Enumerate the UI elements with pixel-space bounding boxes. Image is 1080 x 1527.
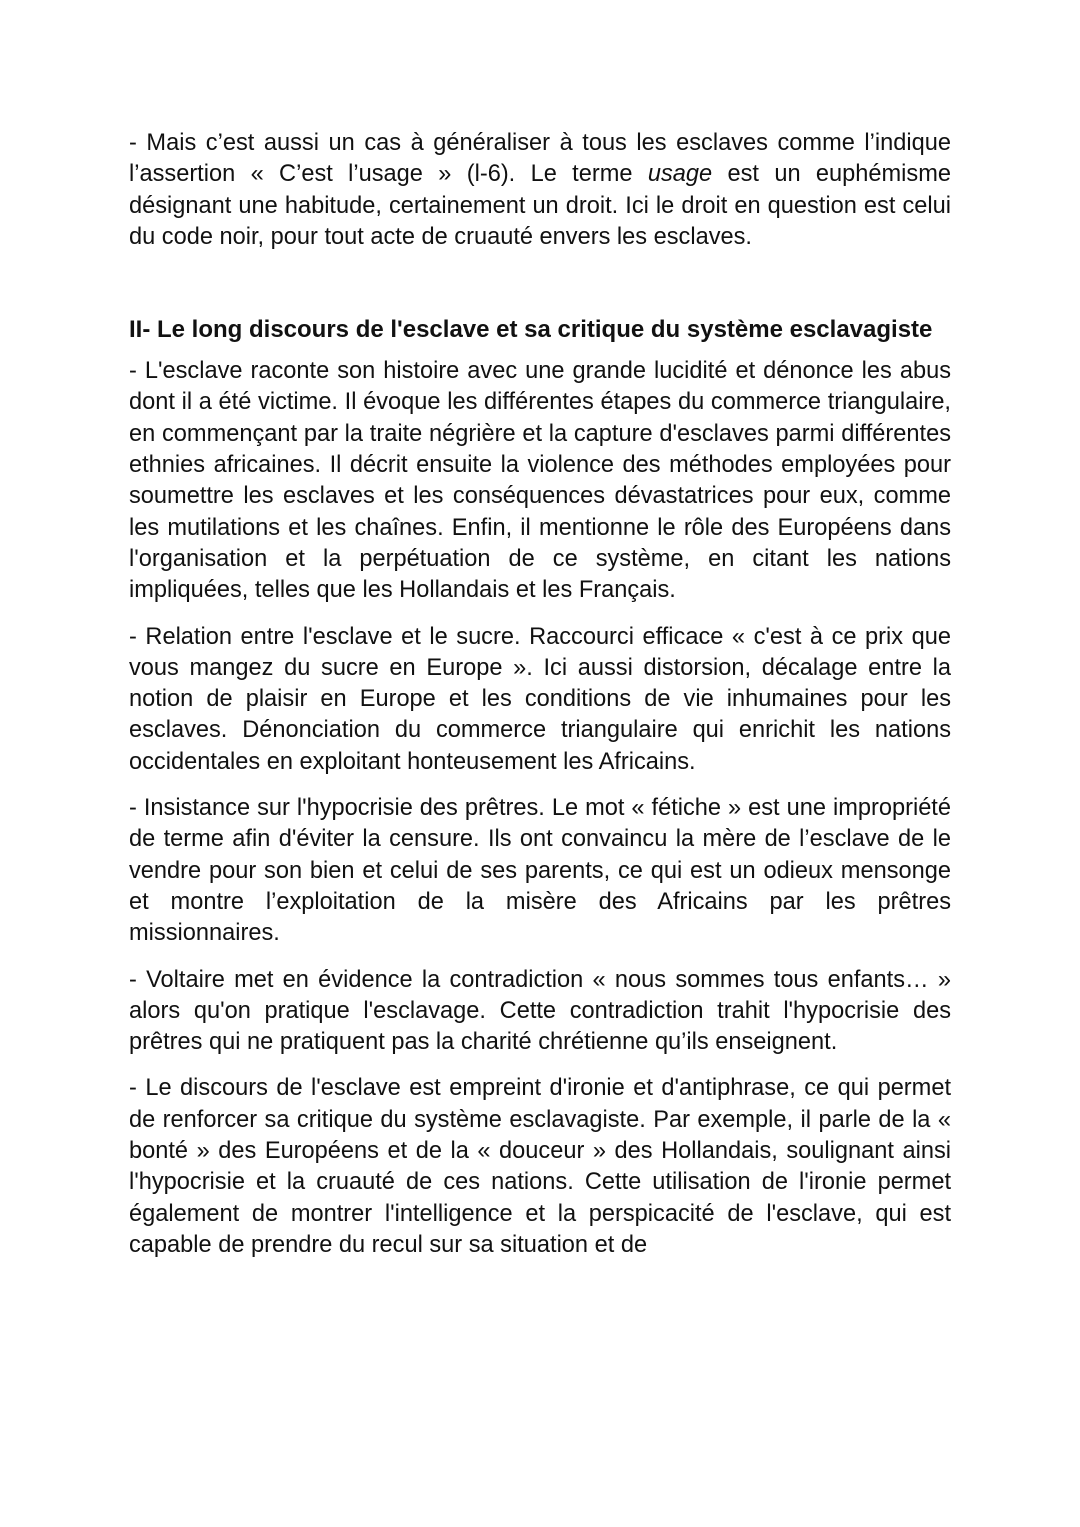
intro-paragraph [129, 128, 951, 253]
paragraph-irony: - Le discours de l'esclave est empreint d'ironie et d'antiphrase, ce qui permet de renforcer sa critique du système esclavagiste. Par exemple, il parle de la « bonté » des Européens et de la « douceur » des Hollandais, soulignant ainsi l'hypocrisie et la cruauté de ces nations. Cette utilisation de l'ironie permet également de montrer l'intelligence et la perspicacité de l'esclave, qui est capable de prendre du recul sur sa situation et de [129, 1075, 951, 1258]
paragraph-sugar: - Relation entre l'esclave et le sucre. Raccourci efficace « c'est à ce prix que vous mangez du sucre en Europe ». Ici aussi distorsion, décalage entre la notion de plaisir en Europe et les conditions de vie inhumaines pour les esclaves. Dénonciation du commerce triangulaire qui enrichit les nations occidentales en exploitant honteusement les Africains. [129, 623, 951, 775]
paragraph-contradiction: - Voltaire met en évidence la contradiction « nous sommes tous enfants… » alors qu'on pratique l'esclavage. Cette contradiction trahit l'hypocrisie des prêtres qui ne pratiquent pas la charité chrétienne qu’ils enseignent. [129, 966, 951, 1056]
intro-text-start: - Mais c’est aussi un cas à généraliser à tous les esclaves comme l’indique l’assertion « C’est l’usage » (l-6). Le terme [129, 130, 951, 188]
paragraph-priests: - Insistance sur l'hypocrisie des prêtres. Le mot « fétiche » est une impropriété de terme afin d'éviter la censure. Ils ont convaincu la mère de l’esclave de le vendre pour son bien et celui de ses parents, ce qui est un odieux mensonge et montre l’exploitation de la misère des Africains par les prêtres missionnaires. [129, 795, 951, 947]
paragraph-lucidity: - L'esclave raconte son histoire avec une grande lucidité et dénonce les abus dont il a été victime. Il évoque les différentes étapes du commerce triangulaire, en commençant par la traite négrière et la capture d'esclaves parmi différentes ethnies africaines. Il décrit ensuite la violence des méthodes employées pour soumettre les esclaves et les conséquences dévastatrices pour eux, comme les mutilations et les chaînes. Enfin, il mentionne le rôle des Européens dans l'organisation et la perpétuation de ce système, en citant les nations impliquées, telles que les Hollandais et les Français. [129, 358, 951, 604]
document-page [129, 128, 951, 1261]
section-heading: II- Le long discours de l'esclave et sa critique du système esclavagiste [129, 316, 933, 344]
intro-text-end: est un euphémisme désignant une habitude, certainement un droit. Ici le droit en question est celui du code noir, pour tout acte de cruauté envers les esclaves. [129, 161, 951, 250]
intro-italic-term: usage [647, 161, 713, 188]
